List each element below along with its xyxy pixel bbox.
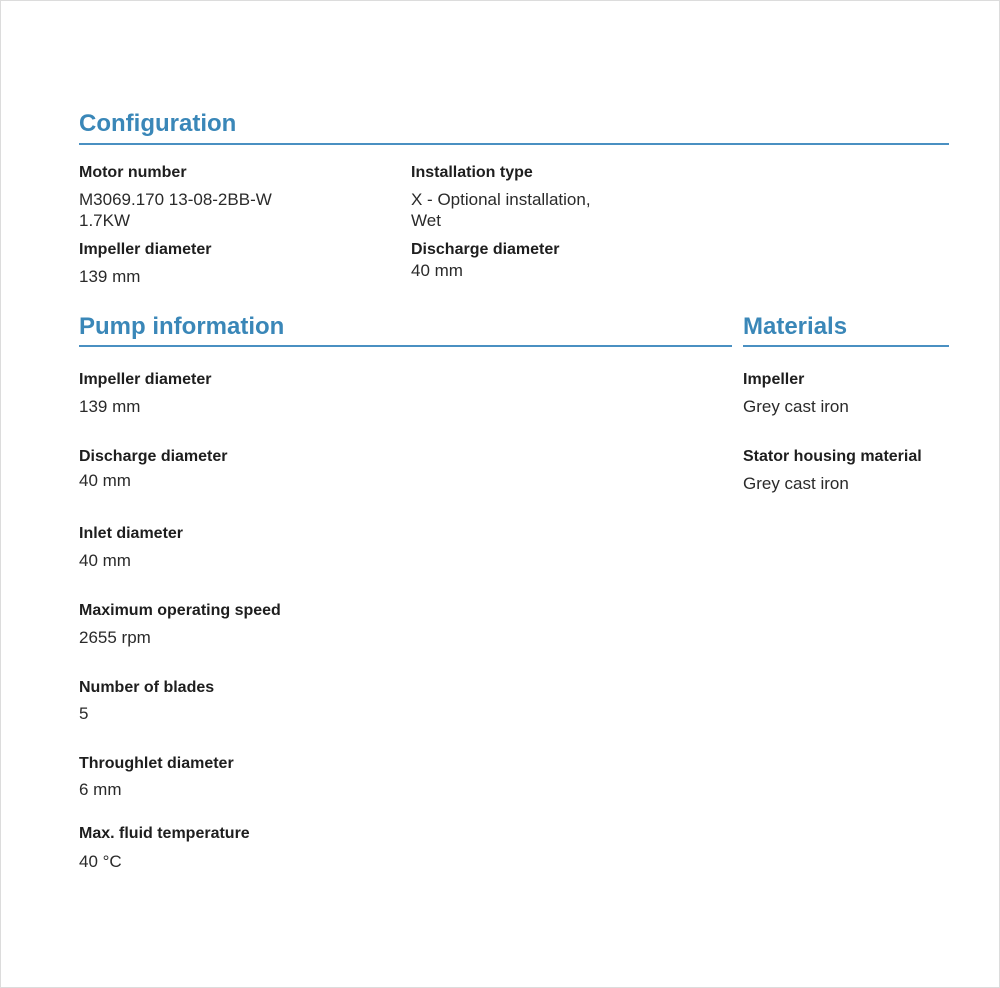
configuration-title: Configuration [79,110,237,137]
config-discharge-diameter-label: Discharge diameter [411,241,560,258]
configuration-divider [79,143,949,145]
materials-value: Grey cast iron [743,397,849,416]
pump-information-title: Pump information [79,313,285,340]
pump-info-label: Max. fluid temperature [79,825,250,842]
pump-info-label: Throughlet diameter [79,755,234,772]
materials-value: Grey cast iron [743,474,849,493]
pump-info-label: Impeller diameter [79,371,212,388]
pump-info-value: 6 mm [79,780,122,799]
installation-type-label: Installation type [411,164,533,181]
pump-info-value: 40 °C [79,852,122,871]
pump-info-label: Maximum operating speed [79,602,281,619]
motor-number-label: Motor number [79,164,187,181]
motor-number-value: M3069.170 13-08-2BB-W [79,190,272,209]
config-discharge-diameter-value: 40 mm [411,261,463,280]
materials-title: Materials [743,313,848,340]
materials-label: Stator housing material [743,448,922,465]
config-impeller-diameter-label: Impeller diameter [79,241,212,258]
config-impeller-diameter-value: 139 mm [79,267,141,286]
pump-info-label: Inlet diameter [79,525,184,542]
pump-info-label: Number of blades [79,679,215,696]
pump-information-divider [79,345,732,347]
motor-number-value-line2: 1.7KW [79,211,131,230]
pump-info-value: 40 mm [79,551,131,570]
pump-info-value: 2655 rpm [79,628,151,647]
pump-info-label: Discharge diameter [79,448,228,465]
materials-divider [743,345,949,347]
pump-info-value: 139 mm [79,397,141,416]
pump-info-value: 5 [79,704,89,723]
installation-type-value-line2: Wet [411,211,441,230]
materials-label: Impeller [743,371,805,388]
installation-type-value: X - Optional installation, [411,190,591,209]
pump-info-value: 40 mm [79,471,131,490]
